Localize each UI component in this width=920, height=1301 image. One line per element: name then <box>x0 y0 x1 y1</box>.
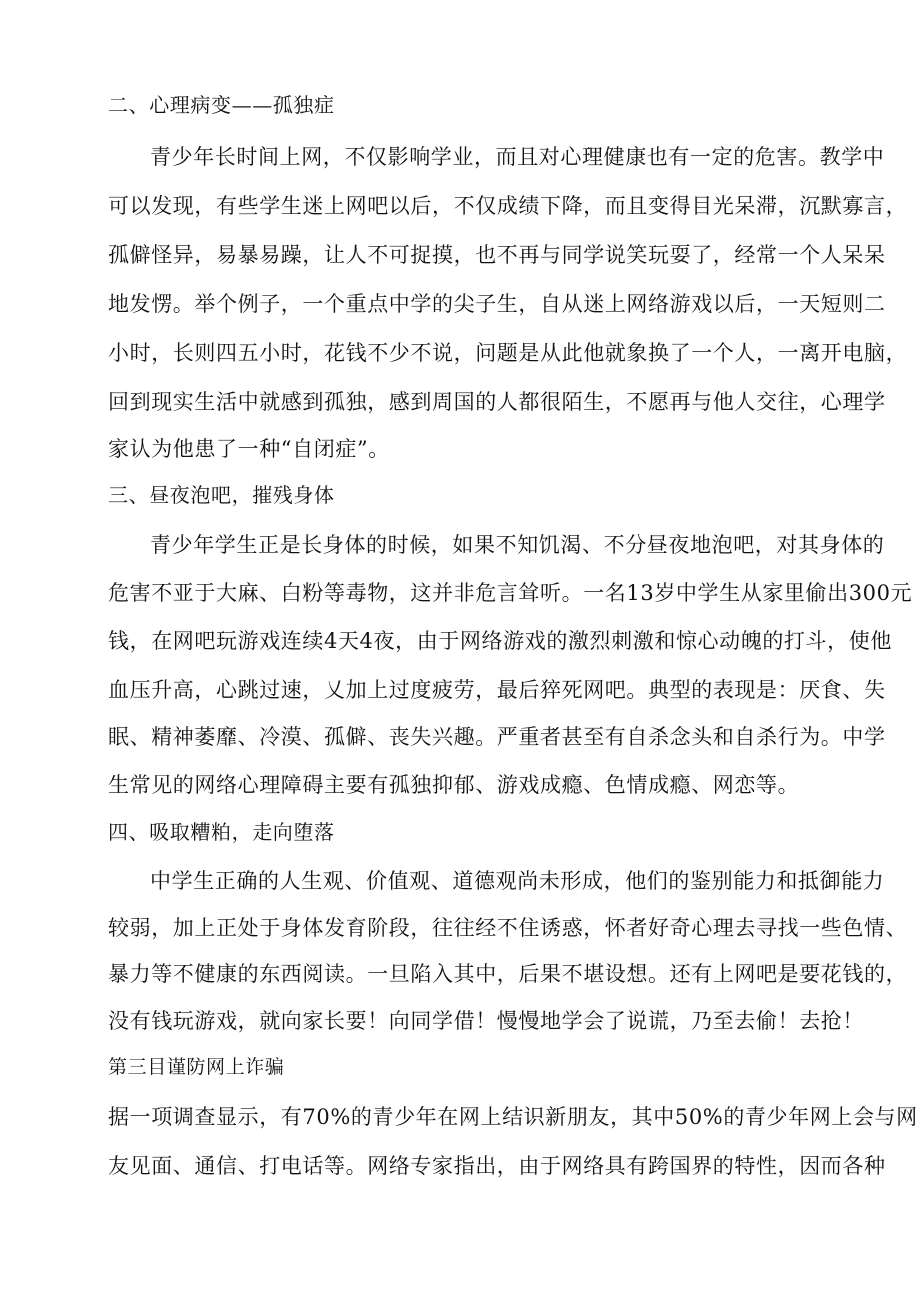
paragraph-line: 没有钱玩游戏，就向家长要！向同学借！慢慢地学会了说谎，乃至去偷！去抢！ <box>108 1009 864 1033</box>
paragraph-line: 友见面、通信、打电话等。网络专家指出，由于网络具有跨国界的特性，因而各种 <box>108 1154 886 1178</box>
section-heading: 三、昼夜泡吧，摧残身体 <box>108 483 335 507</box>
paragraph-line: 血压升高，心跳过速，乂加上过度疲劳，最后猝死网吧。典型的表现是：厌食、失 <box>108 678 886 702</box>
paragraph-line: 可以发现，有些学生迷上网吧以后，不仅成绩下降，而且变得目光呆滞，沉默寡言， <box>108 194 908 218</box>
paragraph-line: 据一项调查显示，有70%的青少年在网上结识新朋友，其中50%的青少年网上会与网 <box>108 1105 918 1129</box>
paragraph-line: 暴力等不健康的东西阅读。一旦陷入其中，后果不堪设想。还有上网吧是要花钱的， <box>108 962 908 986</box>
paragraph-line: 家认为他患了一种“自闭症”。 <box>108 437 390 461</box>
paragraph-line: 青少年学生正是长身体的时候，如果不知饥渴、不分昼夜地泡吧，对其身体的 <box>150 533 885 557</box>
paragraph-line: 生常见的网络心理障碍主要有孤独抑郁、游戏成瘾、色情成瘾、网恋等。 <box>108 773 800 797</box>
paragraph-line: 青少年长时间上网，不仅影响学业，而且对心理健康也有一定的危害。教学中 <box>150 145 885 169</box>
section-heading: 四、吸取糟粕，走向堕落 <box>108 820 335 844</box>
paragraph-line: 回到现实生活中就感到孤独，感到周国的人都很陌生，不愿再与他人交往，心理学 <box>108 390 886 414</box>
section-heading: 二、心理病变——孤独症 <box>108 93 335 117</box>
paragraph-line: 眠、精神萎靡、冷漠、孤僻、丧失兴趣。严重者甚至有自杀念头和自杀行为。中学 <box>108 725 886 749</box>
section-heading: 第三目谨防网上诈骗 <box>108 1056 285 1078</box>
paragraph-line: 小时，长则四五小时，花钱不少不说，问题是从此他就象换了一个人，一离开电脑， <box>108 341 908 365</box>
paragraph-line: 孤僻怪异，易暴易躁，让人不可捉摸，也不再与同学说笑玩耍了，经常一个人呆呆 <box>108 243 886 267</box>
paragraph-line: 钱，在网吧玩游戏连续4天4夜，由于网络游戏的激烈刺激和惊心动魄的打斗，使他 <box>108 629 892 653</box>
paragraph-line: 危害不亚于大麻、白粉等毒物，这并非危言耸听。一名13岁中学生从家里偷出300元 <box>108 581 913 605</box>
paragraph-line: 地发愣。举个例子，一个重点中学的尖子生，自从迷上网络游戏以后，一天短则二 <box>108 292 886 316</box>
paragraph-line: 中学生正确的人生观、价值观、道德观尚未形成，他们的鉴别能力和抵御能力 <box>150 869 885 893</box>
paragraph-line: 较弱，加上正处于身体发育阶段，往往经不住诱惑，怀者好奇心理去寻找一些色情、 <box>108 916 908 940</box>
